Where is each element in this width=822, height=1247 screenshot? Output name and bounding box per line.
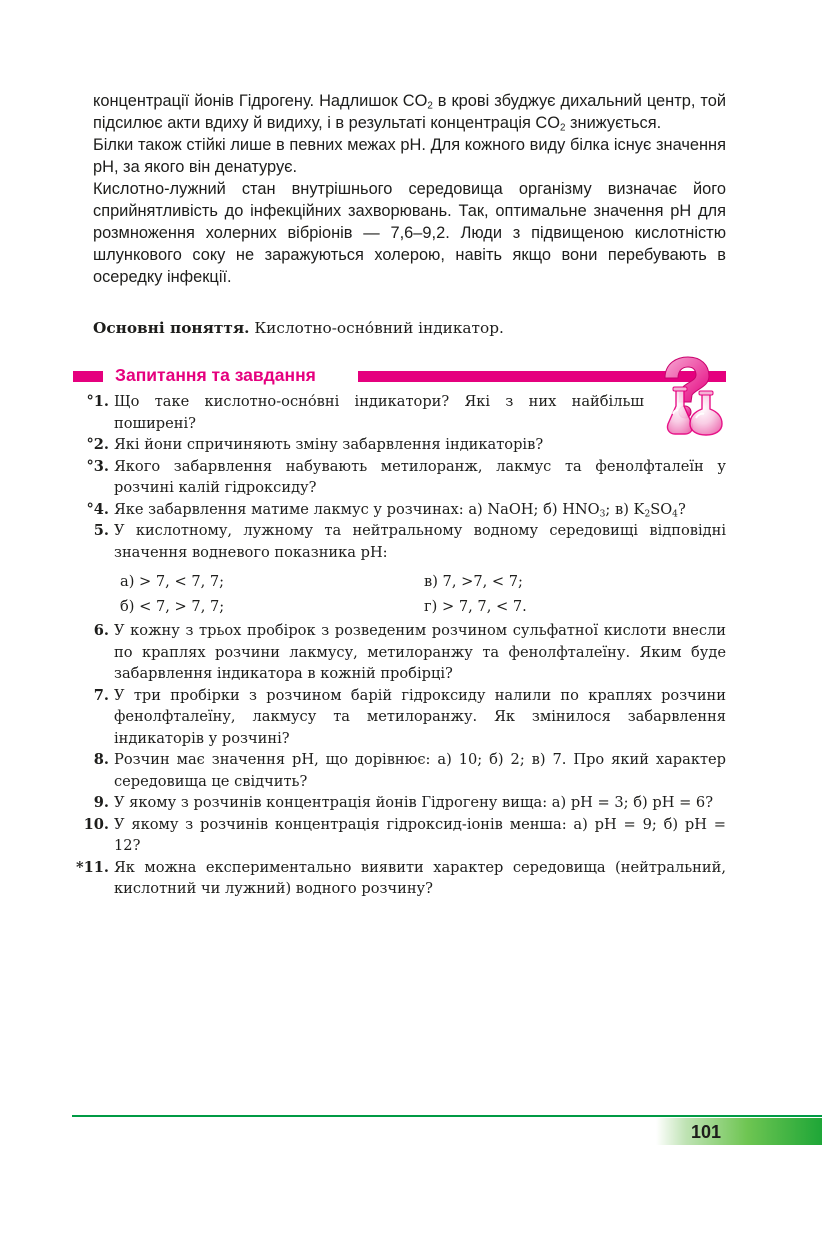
section-title: Запитання та завдання <box>111 364 320 386</box>
question-number: 5. <box>93 522 109 539</box>
option-b: б) < 7, > 7, 7; <box>120 597 225 615</box>
question-text: У три пробірки з розчином барій гідроксиду налили по краплях розчини фенолфталеїну, лакмусу та метилоранжу. Як змінилося забарвлення індикаторів у розчині? <box>114 686 726 747</box>
question-text: У якому з розчинів концентрація йонів Гідрогену вища: а) pH = 3; б) pH = 6? <box>114 794 714 811</box>
question-number: °1. <box>86 393 109 410</box>
questions-list <box>72 391 726 900</box>
question-number: °4. <box>86 500 109 518</box>
question-9 <box>72 792 726 814</box>
question-11 <box>72 857 726 900</box>
question-text: Які йони спричиняють зміну забарвлення індикаторів? <box>114 436 544 453</box>
section-header <box>73 364 726 386</box>
option-a: а) > 7, < 7, 7; <box>120 573 225 590</box>
question-10 <box>72 814 726 857</box>
question-2 <box>72 434 726 456</box>
intro-paragraph-1: концентрації йонів Гідрогену. Надлишок $CO_2$ в крові збуджує дихальний центр, той підсилює акти вдиху й видиху, і в результаті концентрація $CO_2$ знижується. <box>93 92 726 134</box>
question-text: Яке забарвлення матиме лакмус у розчинах: а) NaOH; б) $HNO_3$; в) $K_2SO_4$? <box>114 500 686 519</box>
question-number: 10. <box>83 815 109 833</box>
intro-text <box>93 90 726 288</box>
footer-divider <box>72 1115 822 1117</box>
intro-paragraph-3: Кислотно-лужний стан внутрішнього середовища організму визначає його сприйнятливість до інфекційних захворювань. Так, оптимальне значення pH для розмноження холерних вібріонів — 7,6–9,2. Люди з підвищеною кислотністю шлункового соку не заражуються холерою, навіть якщо вони перебувають в осередку інфекції. <box>93 180 726 286</box>
header-bar-left <box>73 371 103 382</box>
answer-options <box>72 571 726 617</box>
question-text: У кислотному, лужному та нейтральному водному середовищі відповідні значення водневого показника pH: <box>114 522 726 561</box>
question-number: 7. <box>93 686 109 704</box>
question-text: Що таке кислотно-осно́вні індикатори? Які з них найбільш поширені? <box>114 393 644 432</box>
question-text: Якого забарвлення набувають метилоранж, лакмус та фенолфталеїн у розчині калій гідроксиду? <box>114 457 726 496</box>
intro-paragraph-2: Білки також стійкі лише в певних межах pH. Для кожного виду білка існує значення pH, за якого він денатурує. <box>93 136 726 176</box>
question-number: °2. <box>86 436 109 453</box>
question-5 <box>72 520 726 563</box>
question-number: 6. <box>93 622 109 639</box>
key-concepts-text: Кислотно-осно́вний індикатор. <box>249 319 504 337</box>
key-concepts <box>93 317 726 339</box>
question-6 <box>72 620 726 685</box>
question-4 <box>72 499 726 521</box>
question-8 <box>72 749 726 792</box>
question-number: 8. <box>93 751 109 768</box>
question-1 <box>72 391 726 434</box>
key-concepts-label: Основні поняття. <box>93 319 250 337</box>
option-v: в) 7, >7, < 7; <box>424 573 523 590</box>
question-text: У кожну з трьох пробірок з розведеним розчином сульфатної кислоти внесли по краплях розчини лакмусу, метилоранжу та фенолфталеїну. Яким буде забарвлення індикатора в кожній пробірці? <box>114 622 726 682</box>
page-number-tab <box>656 1118 822 1145</box>
question-number: *11. <box>75 858 109 876</box>
question-number: 9. <box>93 794 109 811</box>
question-text: Розчин має значення pH, що дорівнює: а) 10; б) 2; в) 7. Про який характер середовища це свідчить? <box>114 751 726 790</box>
question-3 <box>72 456 726 499</box>
option-g: г) > 7, 7, < 7. <box>424 597 527 615</box>
question-7 <box>72 685 726 750</box>
question-text: У якому з розчинів концентрація гідроксид-іонів менша: а) pH = 9; б) pH = 12? <box>114 815 726 854</box>
question-number: °3. <box>86 457 109 475</box>
question-text: Як можна експериментально виявити характер середовища (нейтральний, кислотний чи лужний) водного розчину? <box>114 858 726 897</box>
page-number: 101 <box>691 1122 722 1142</box>
